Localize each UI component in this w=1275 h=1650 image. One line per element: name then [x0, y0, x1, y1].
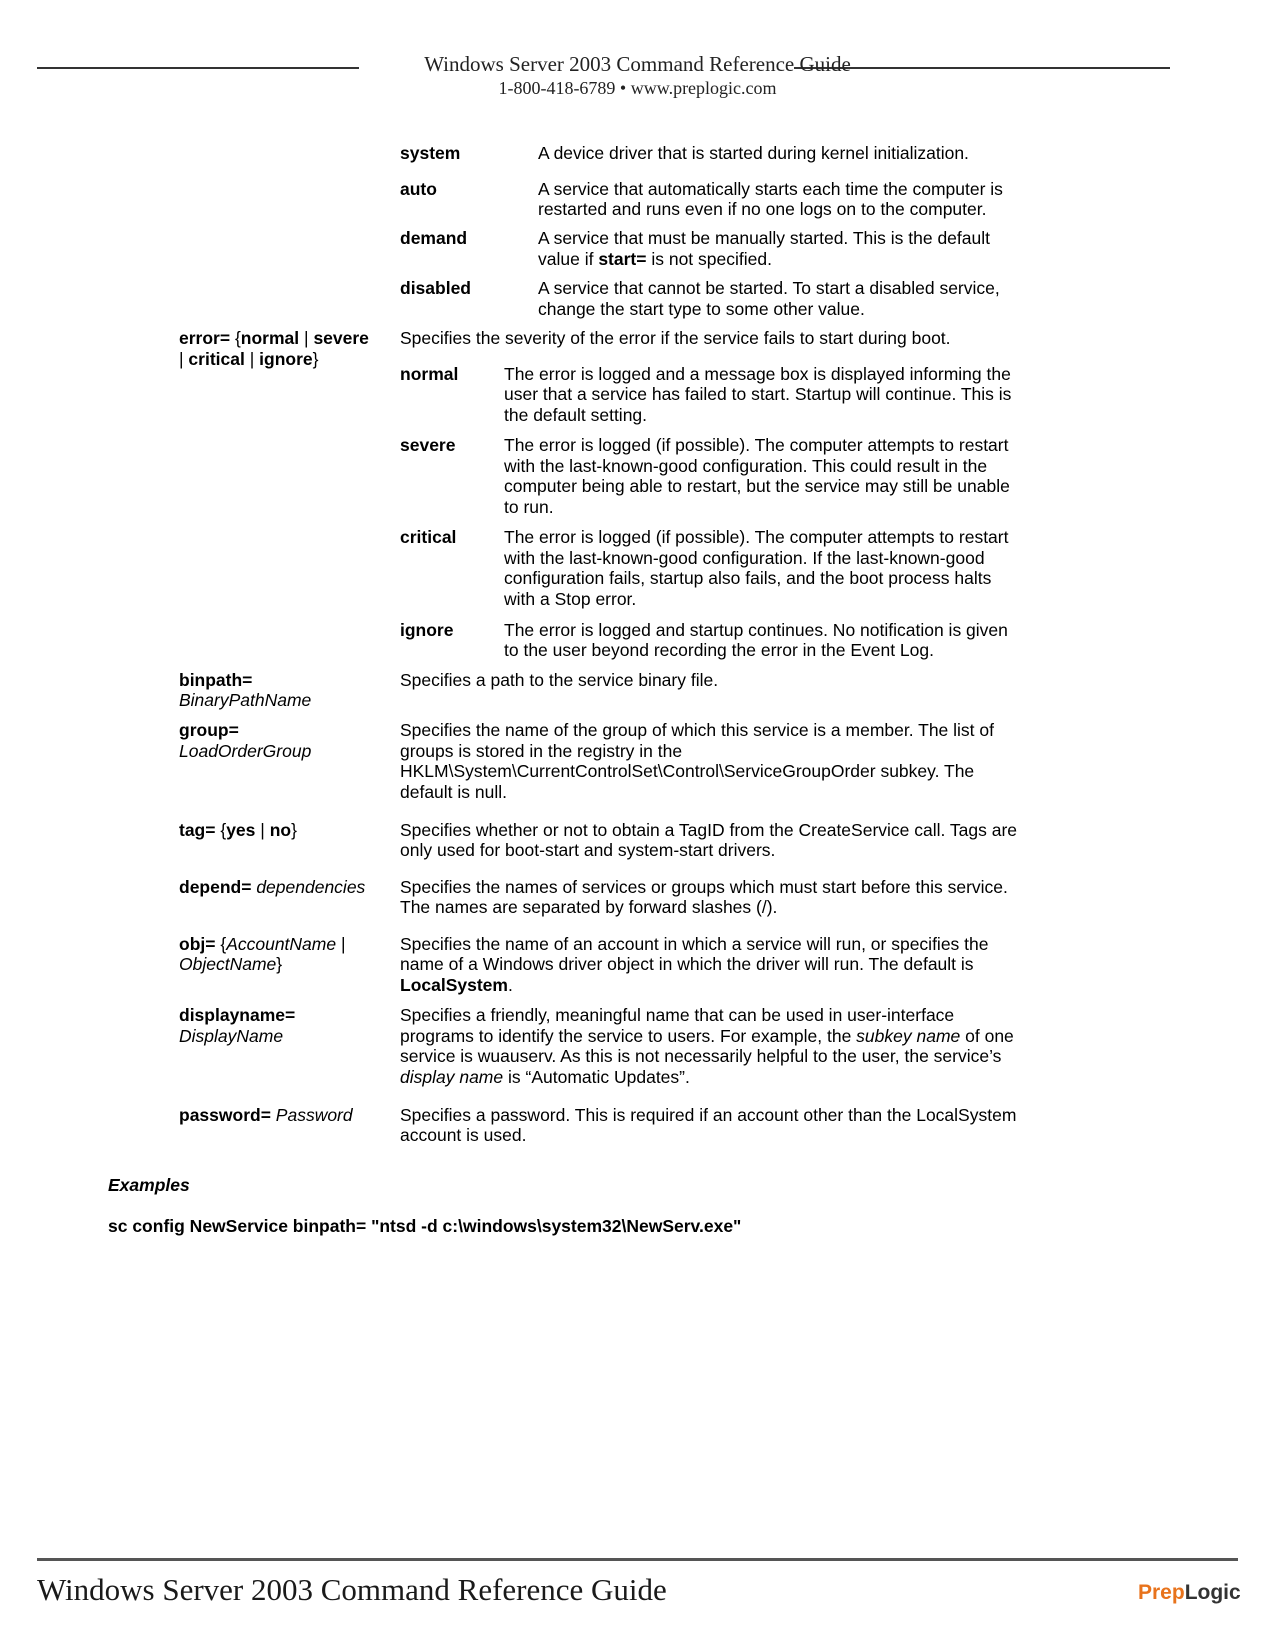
obj-value-object: ObjectName [179, 954, 277, 974]
error-level-ignore-desc-2: to the user beyond recording the error in the Event Log. [504, 640, 934, 660]
param-obj-label-2 [179, 954, 282, 976]
preplogic-logo [1138, 1580, 1241, 1606]
error-opt-severe: severe [313, 328, 369, 348]
param-displayname-value: DisplayName [179, 1026, 284, 1046]
tag-sep: | [255, 820, 270, 840]
param-group-value: LoadOrderGroup [179, 741, 312, 761]
param-tag-label [179, 820, 297, 842]
password-keyword: password= [179, 1105, 271, 1125]
logo-logic: Logic [1184, 1581, 1241, 1604]
param-binpath-value: BinaryPathName [179, 690, 312, 710]
error-level-critical-desc-4: with a Stop error. [504, 589, 637, 609]
displayname-desc4-post: is “Automatic Updates”. [503, 1067, 690, 1087]
error-level-critical: critical [400, 527, 457, 547]
param-group-desc-2: groups is stored in the registry in the [400, 741, 683, 761]
error-level-normal-desc-1: The error is logged and a message box is displayed informing the [504, 364, 1011, 384]
param-binpath-name: binpath= [179, 670, 253, 690]
param-password-label [179, 1105, 353, 1127]
error-level-severe-desc-1: The error is logged (if possible). The computer attempts to restart [504, 435, 1009, 455]
obj-brace-close: } [276, 954, 283, 974]
footer-rule [37, 1558, 1238, 1561]
tag-opt-yes: yes [226, 820, 256, 840]
start-type-system-desc: A device driver that is started during kernel initialization. [538, 143, 969, 163]
error-sep-1: | [299, 328, 314, 348]
start-type-demand-desc-1: A service that must be manually started. This is the default [538, 228, 990, 248]
error-level-critical-desc-2: with the last-known-good configuration. If the last-known-good [504, 548, 985, 568]
displayname-subkey-name: subkey name [856, 1026, 961, 1046]
param-obj-desc-1: Specifies the name of an account in which a service will run, or specifies the [400, 934, 989, 954]
error-level-normal: normal [400, 364, 459, 384]
param-error-label-2 [179, 349, 318, 371]
param-binpath-desc: Specifies a path to the service binary file. [400, 670, 719, 690]
error-opt-critical: critical [188, 349, 245, 369]
displayname-desc2-pre: programs to identify the service to users. For example, the [400, 1026, 857, 1046]
obj-value-account: AccountName [226, 934, 337, 954]
error-brace-open: { [230, 328, 241, 348]
displayname-desc2-post: of one [960, 1026, 1014, 1046]
param-error-label-1 [179, 328, 369, 350]
param-depend-desc-2: The names are separated by forward slashes (/). [400, 897, 778, 917]
error-level-severe-desc-4: to run. [504, 497, 554, 517]
start-type-disabled: disabled [400, 278, 471, 298]
error-level-critical-desc-3: configuration fails, startup also fails, and the boot process halts [504, 568, 992, 588]
param-password-desc-2: account is used. [400, 1125, 527, 1145]
error-level-normal-desc-2: user that a service has failed to start. Startup will continue. This is [504, 384, 1012, 404]
start-type-auto-desc-2: restarted and runs even if no one logs on to the computer. [538, 199, 987, 219]
tag-brace-close: } [291, 820, 297, 840]
start-type-disabled-desc-2: change the start type to some other value. [538, 299, 865, 319]
error-level-severe-desc-2: with the last-known-good configuration. This could result in the [504, 456, 988, 476]
error-level-ignore-desc-1: The error is logged and startup continues. No notification is given [504, 620, 1008, 640]
start-type-disabled-desc-1: A service that cannot be started. To start a disabled service, [538, 278, 1000, 298]
password-value: Password [270, 1105, 353, 1125]
start-type-demand: demand [400, 228, 468, 248]
error-level-critical-desc-1: The error is logged (if possible). The computer attempts to restart [504, 527, 1009, 547]
param-displayname-desc-4 [400, 1067, 690, 1089]
start-type-auto-desc-1: A service that automatically starts each time the computer is [538, 179, 1003, 199]
obj-brace-open: { [215, 934, 227, 954]
error-level-ignore: ignore [400, 620, 454, 640]
param-tag-desc-1: Specifies whether or not to obtain a TagID from the CreateService call. Tags are [400, 820, 1018, 840]
examples-heading: Examples [108, 1175, 190, 1195]
depend-value: dependencies [251, 877, 366, 897]
start-type-system: system [400, 143, 461, 163]
error-level-severe: severe [400, 435, 456, 455]
header-contact: 1-800-418-6789 • www.preplogic.com [498, 78, 777, 98]
param-depend-label [179, 877, 365, 899]
param-displayname-desc-3: service is wuauserv. As this is not necessarily helpful to the user, the service’s [400, 1046, 1002, 1066]
start-type-demand-desc-2 [538, 249, 772, 271]
obj-desc-end: . [507, 975, 513, 995]
obj-keyword: obj= [179, 934, 216, 954]
param-displayname-desc-1: Specifies a friendly, meaningful name that can be used in user-interface [400, 1005, 955, 1025]
example-command: sc config NewService binpath= "ntsd -d c:\windows\system32\NewServ.exe" [108, 1216, 742, 1236]
param-group-desc-1: Specifies the name of the group of which this service is a member. The list of [400, 720, 994, 740]
tag-brace-open: { [215, 820, 227, 840]
start-type-auto: auto [400, 179, 437, 199]
footer-title: Windows Server 2003 Command Reference Guide [37, 1572, 667, 1607]
logo-prep: Prep [1138, 1581, 1185, 1604]
tag-opt-no: no [269, 820, 292, 840]
param-password-desc-1: Specifies a password. This is required if an account other than the LocalSystem [400, 1105, 1017, 1125]
error-level-normal-desc-3: the default setting. [504, 405, 648, 425]
tag-keyword: tag= [179, 820, 216, 840]
param-displayname-name: displayname= [179, 1005, 296, 1025]
error-level-severe-desc-3: computer being able to restart, but the service may still be unable [504, 476, 1010, 496]
param-obj-label-1 [179, 934, 346, 956]
error-sep-2: | [179, 349, 189, 369]
param-obj-desc-2: name of a Windows driver object in which the driver will run. The default is [400, 954, 974, 974]
param-tag-desc-2: only used for boot-start and system-start drivers. [400, 840, 776, 860]
param-error-desc: Specifies the severity of the error if the service fails to start during boot. [400, 328, 951, 348]
param-group-name: group= [179, 720, 239, 740]
demand-desc-start-keyword: start= [598, 249, 647, 269]
error-brace-close: } [312, 349, 319, 369]
obj-default-localsystem: LocalSystem [400, 975, 508, 995]
param-displayname-desc-2 [400, 1026, 1014, 1048]
param-obj-desc-3 [400, 975, 513, 997]
param-group-desc-3: HKLM\System\CurrentControlSet\Control\ServiceGroupOrder subkey. The [400, 761, 975, 781]
error-keyword: error= [179, 328, 231, 348]
error-opt-normal: normal [240, 328, 300, 348]
displayname-display-name: display name [400, 1067, 504, 1087]
error-opt-ignore: ignore [259, 349, 313, 369]
error-sep-3: | [244, 349, 260, 369]
param-group-desc-4: default is null. [400, 782, 508, 802]
header-title: Windows Server 2003 Command Reference Guide [424, 52, 851, 76]
obj-sep: | [336, 934, 346, 954]
depend-keyword: depend= [179, 877, 252, 897]
demand-desc-pre: value if [538, 249, 599, 269]
demand-desc-post: is not specified. [646, 249, 772, 269]
param-depend-desc-1: Specifies the names of services or groups which must start before this service. [400, 877, 1008, 897]
